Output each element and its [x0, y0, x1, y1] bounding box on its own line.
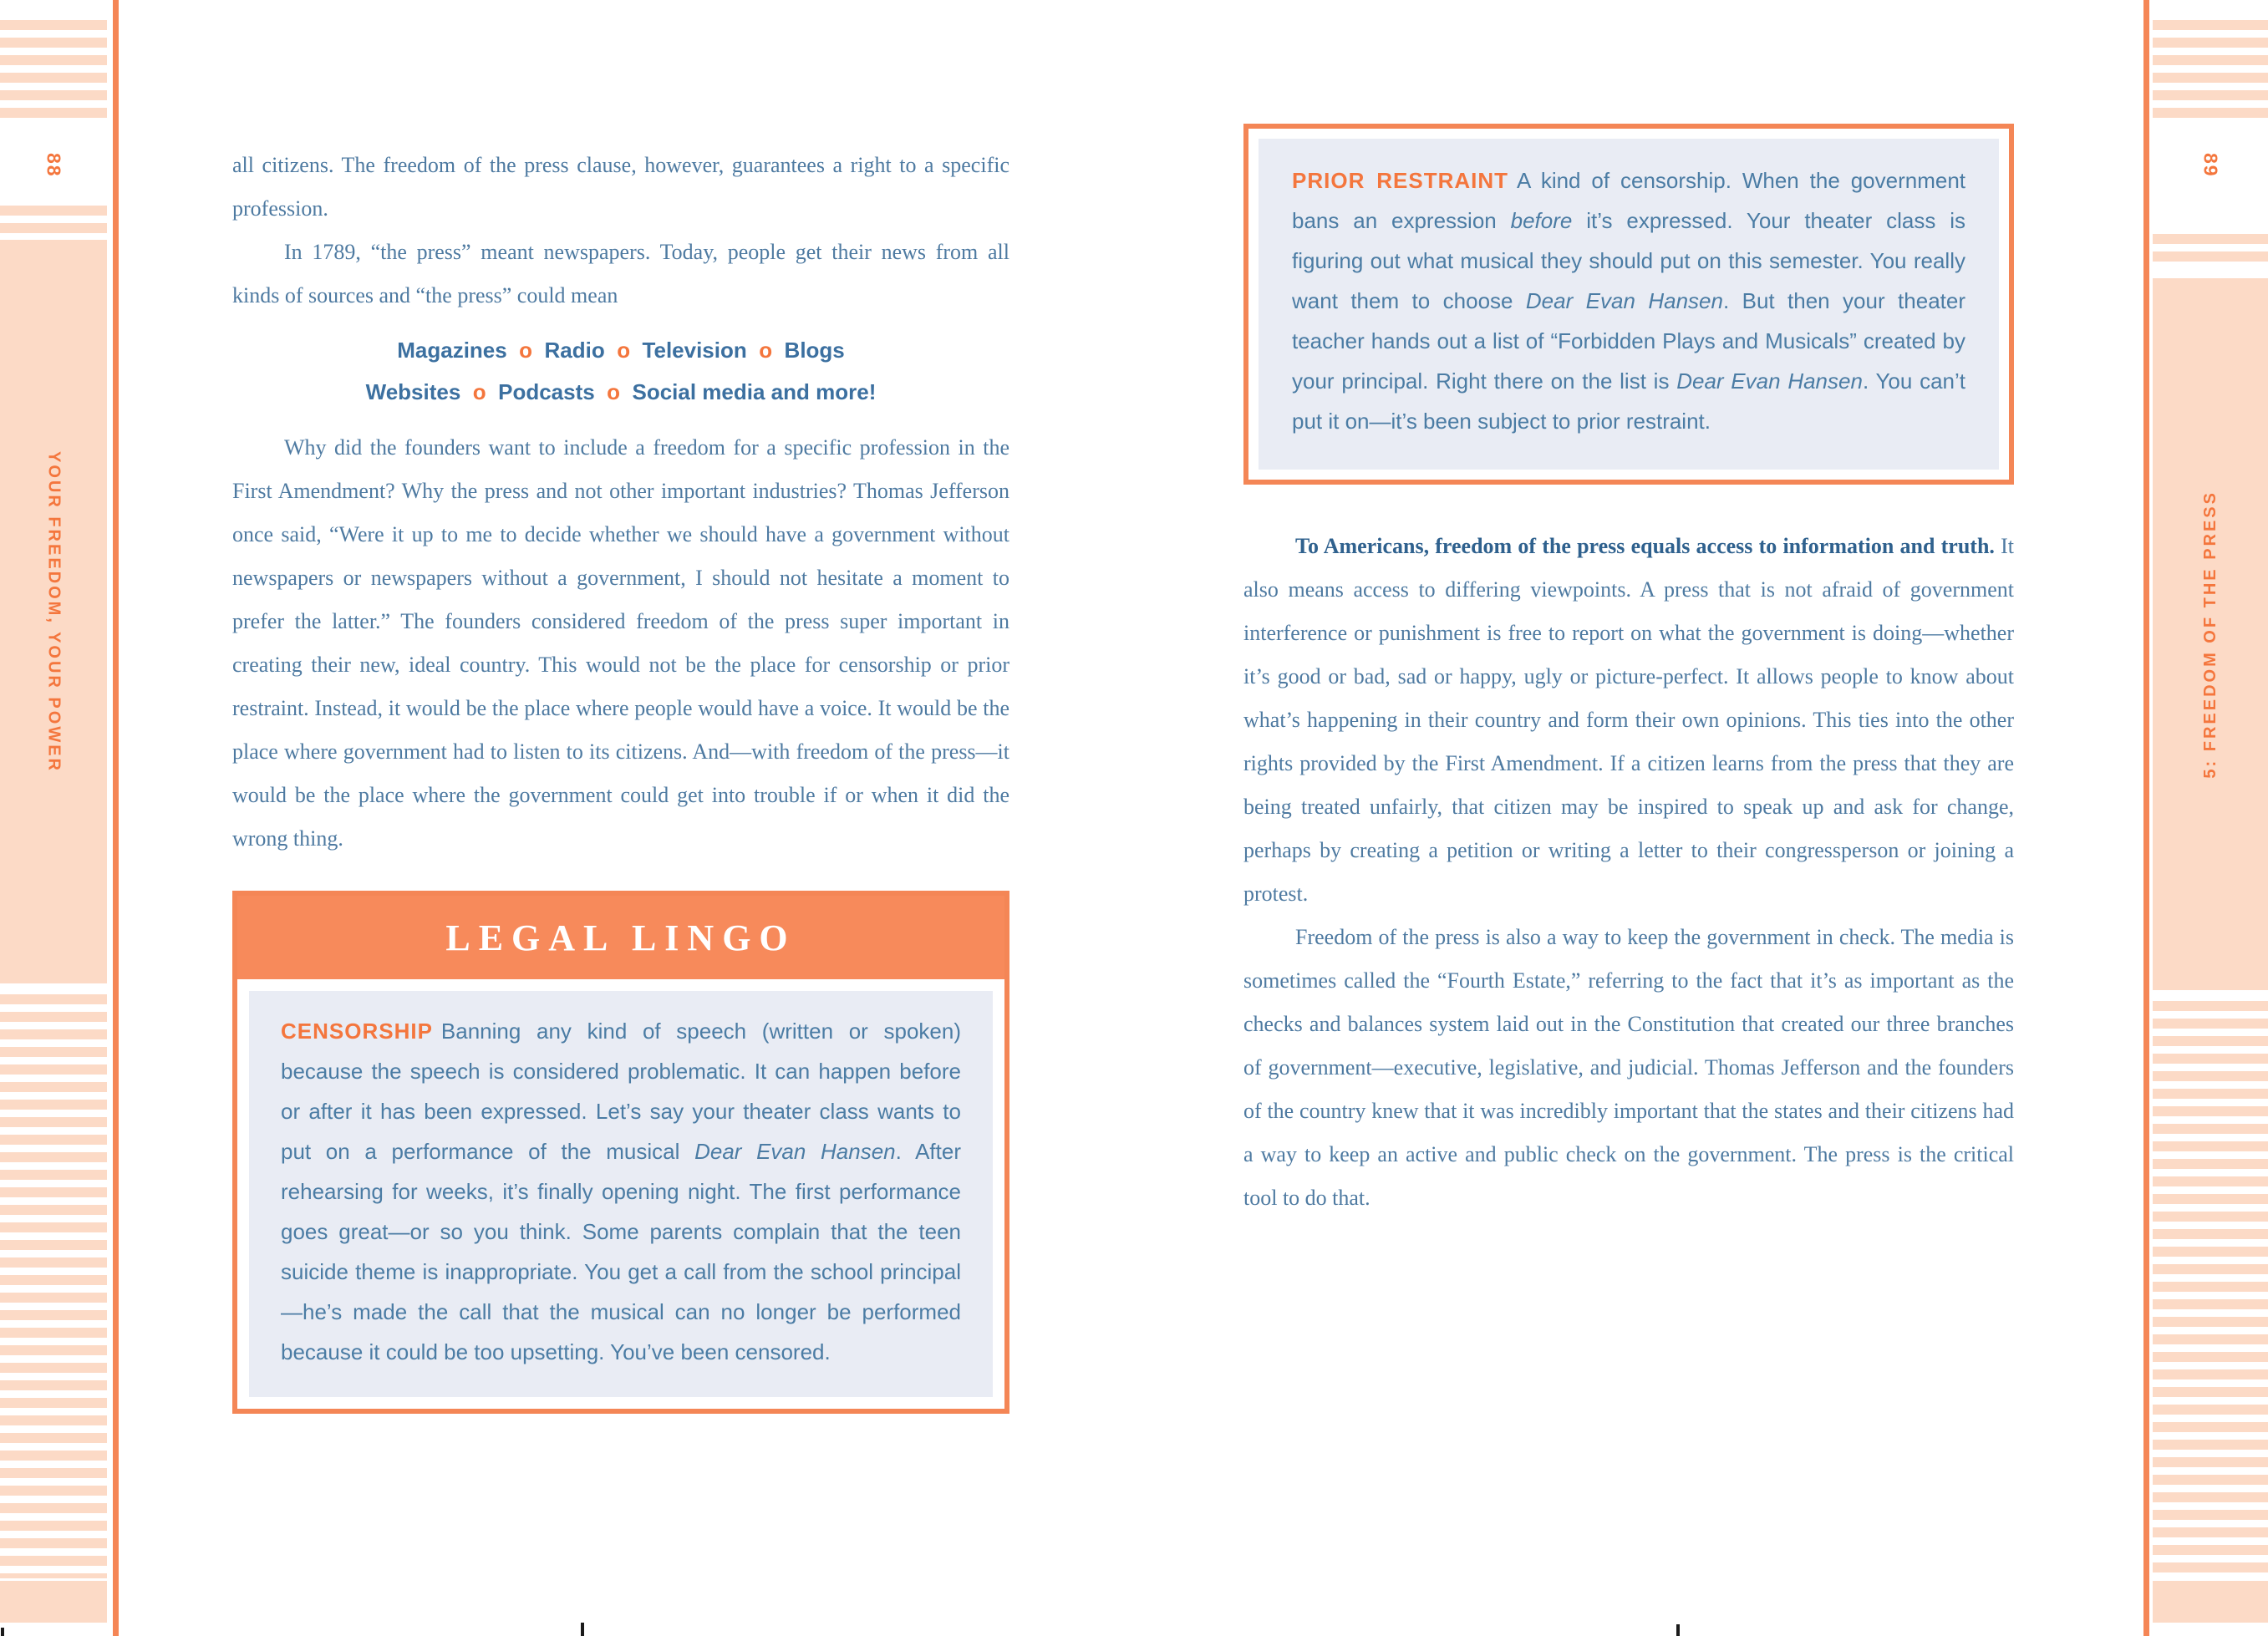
- right-page-body: [1243, 525, 2014, 1220]
- prior-restraint-panel: [1259, 139, 1999, 470]
- left-top-stripes: [0, 20, 107, 125]
- left-paragraph-2: In 1789, “the press” meant newspapers. Today, people get their news from all kinds of sources and “the press” could mean: [232, 240, 1009, 307]
- right-paragraph-2: Freedom of the press is also a way to keep the government in check. The media is sometimes called the “Fourth Estate,” referring to the fact that it’s as important as the checks and balances system laid out in the Constitution that created our three branches of government—executive, legislative, and judicial. Thomas Jefferson and the founders of the country knew that it was incredibly important that the states and their citizens had a way to keep an active and public check on the government. The press is the critical tool to do that.: [1243, 925, 2014, 1210]
- legal-lingo-header: [237, 896, 1004, 979]
- print-mark-right: [1676, 1624, 1680, 1636]
- print-mark-left: [581, 1623, 584, 1636]
- prior-restraint-box: [1243, 124, 2014, 485]
- right-sidebar-title: 5: FREEDOM OF THE PRESS: [2200, 490, 2220, 779]
- left-paragraph-1: all citizens. The freedom of the press clause, however, guarantees a right to a specific profession.: [232, 153, 1009, 221]
- right-sidebar-title-area: [2153, 278, 2268, 990]
- right-bottom-band: [2153, 1581, 2268, 1623]
- legal-lingo-box: [232, 891, 1009, 1414]
- page-number-left: 88: [43, 153, 65, 178]
- left-margin-decoration: [0, 0, 119, 1636]
- right-margin-decoration: [2143, 0, 2268, 1636]
- right-vertical-rule: [2143, 0, 2149, 1636]
- right-page-number-area: [2153, 125, 2268, 206]
- censorship-term: CENSORSHIP: [281, 1019, 433, 1044]
- censorship-definition-text: Banning any kind of speech (written or spoken) because the speech is considered problematic. It can happen before or after it has been expressed. Let’s say your theater class wants to put on a performance of the musical Dear Evan Hansen. After rehearsing for weeks, it’s finally opening night. The first performance goes great—or so you think. Some parents complain that the teen suicide theme is inappropriate. You get a call from the school principal—he’s made the call that the musical can no longer be performed because it could be too upsetting. You’ve been censored.: [281, 1019, 961, 1364]
- media-types-list: [232, 329, 1009, 413]
- left-page-content: [232, 144, 1009, 1414]
- left-sidebar-title-area: [0, 240, 107, 983]
- print-mark-corner: [1, 1628, 4, 1636]
- prior-restraint-term: PRIOR RESTRAINT: [1292, 168, 1509, 193]
- right-mid-stripes: [2153, 234, 2268, 262]
- left-page-number-area: [0, 125, 107, 206]
- page-number-right: 89: [2199, 153, 2222, 178]
- media-list-line-1: Magazines o Radio o Television o Blogs: [397, 338, 845, 363]
- media-list-line-2: Websites o Podcasts o Social media and more!: [365, 379, 877, 404]
- right-top-stripes: [2153, 20, 2268, 125]
- left-paragraph-3: Why did the founders want to include a freedom for a specific profession in the First Amendment? Why the press and not other important industries? Thomas Jefferson once said, “Were it up to me to decide whether we should have a government without newspapers or newspapers without a government, I should not hesitate a moment to prefer the latter.” The founders considered freedom of the press super important in creating their new, ideal country. This would not be the place for censorship or prior restraint. Instead, it would be the place where people would have a voice. It would be the place where government had to listen to its citizens. And—with freedom of the press—it would be the place where the government could get into trouble if or when it did the wrong thing.: [232, 435, 1009, 851]
- left-bottom-band: [0, 1581, 107, 1623]
- right-page-content: [1243, 124, 2014, 1220]
- left-vertical-rule: [113, 0, 119, 1636]
- censorship-definition-panel: [249, 991, 993, 1397]
- prior-restraint-definition-text: A kind of censorship. When the government bans an expression before it’s expressed. Your theater class is figuring out what musical they should put on this semester. You really want them to choose Dear Evan Hansen. But then your theater teacher hands out a list of “Forbidden Plays and Musicals” created by your principal. Right there on the list is Dear Evan Hansen. You can’t put it on—it’s been subject to prior restraint.: [1292, 168, 1965, 434]
- left-bottom-stripes: [0, 994, 107, 1578]
- right-bottom-stripes: [2153, 1001, 2268, 1578]
- left-mid-stripes: [0, 206, 107, 233]
- legal-lingo-title: LEGAL LINGO: [445, 917, 796, 958]
- right-paragraph-1: To Americans, freedom of the press equals access to information and truth. It also means access to differing viewpoints. A press that is not afraid of government interference or punishment is free to report on what the government is doing—whether it’s good or bad, sad or happy, ugly or picture-perfect. It allows people to know about what’s happening in their country and form their own opinions. This ties into the other rights provided by the First Amendment. If a citizen learns from the press that they are being treated unfairly, that citizen may be inspired to speak up and ask for change, perhaps by creating a petition or writing a letter to their congressperson or joining a protest.: [1243, 534, 2014, 906]
- left-sidebar-title: YOUR FREEDOM, YOUR POWER: [44, 450, 64, 773]
